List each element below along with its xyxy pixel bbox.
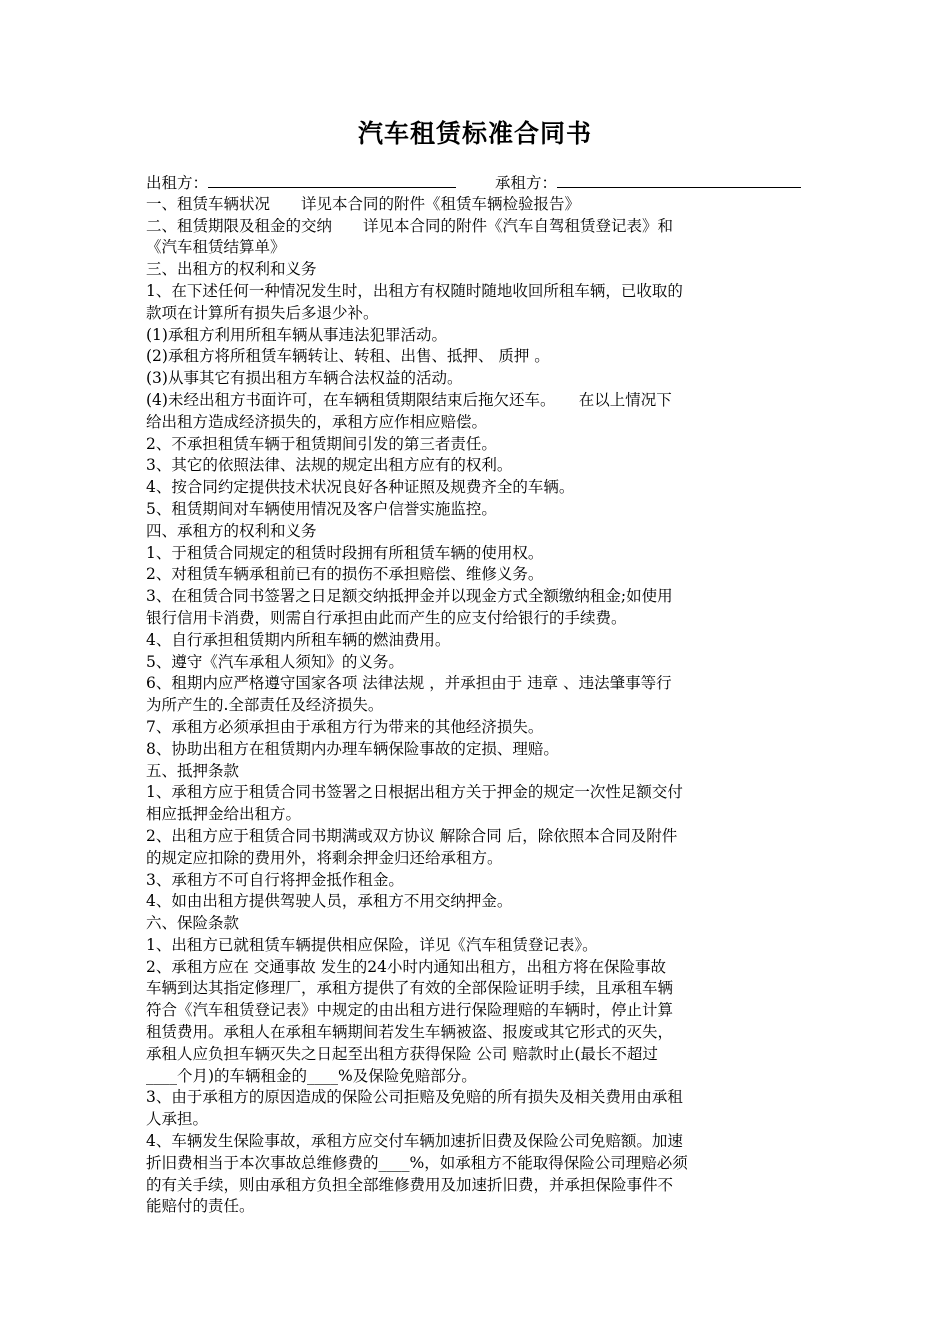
document-line: 五、抵押条款	[146, 761, 240, 780]
party-line	[146, 172, 811, 194]
document-line: 四、承租方的权利和义务	[146, 521, 317, 540]
document-line: 4、按合同约定提供技术状况良好各种证照及规费齐全的车辆。	[146, 478, 575, 497]
document-title: 汽车租赁标准合同书	[357, 119, 592, 148]
lessor-blank	[208, 172, 456, 188]
document-line: 符合《汽车租赁登记表》中规定的由出租方进行保险理赔的车辆时，停止计算	[146, 1001, 674, 1020]
document-line: 一、租赁车辆状况 详见本合同的附件《租赁车辆检验报告》	[146, 194, 581, 213]
document-line: (1)承租方利用所租车辆从事违法犯罪活动。	[146, 325, 447, 344]
document-line: 银行信用卡消费，则需自行承担由此而产生的应支付给银行的手续费。	[146, 608, 627, 627]
document-line: 三、出租方的权利和义务	[146, 260, 317, 279]
document-line: 6、租期内应严格遵守国家各项 法律法规 ，并承担由于 违章 、违法肇事等行	[146, 674, 672, 693]
document-line: 2、对租赁车辆承租前已有的损伤不承担赔偿、维修义务。	[146, 565, 544, 584]
document-line: 2、出租方应于租赁合同书期满或双方协议 解除合同 后，除依照本合同及附件	[146, 826, 678, 845]
document-line: (4)未经出租方书面许可，在车辆租赁期限结束后拖欠还车。 在以上情况下	[146, 390, 672, 409]
document-line: ____个月)的车辆租金的____%及保险免赔部分。	[146, 1066, 477, 1085]
document-line: 租赁费用。承租人在承租车辆期间若发生车辆被盗、报废或其它形式的灭失，	[146, 1023, 674, 1042]
document-line: (3)从事其它有损出租方车辆合法权益的活动。	[146, 369, 463, 388]
document-line: 车辆到达其指定修理厂，承租方提供了有效的全部保险证明手续，且承租车辆	[146, 979, 674, 998]
document-line: 人承担。	[146, 1110, 209, 1129]
document-line: 2、不承担租赁车辆于租赁期间引发的第三者责任。	[146, 434, 497, 453]
lessee-label: 承租方：	[495, 174, 558, 192]
document-line: 1、在下述任何一种情况发生时，出租方有权随时随地收回所租车辆，已收取的	[146, 281, 683, 300]
document-line: 3、在租赁合同书签署之日足额交纳抵押金并以现金方式全额缴纳租金;如使用	[146, 587, 673, 606]
document-line: 2、承租方应在 交通事故 发生的24小时内通知出租方，出租方将在保险事故	[146, 957, 666, 976]
document-line: 的规定应扣除的费用外，将剩余押金归还给承租方。	[146, 848, 503, 867]
document-line: 1、承租方应于租赁合同书签署之日根据出租方关于押金的规定一次性足额交付	[146, 783, 683, 802]
document-line: 5、遵守《汽车承租人须知》的义务。	[146, 652, 404, 671]
document-line: 相应抵押金给出租方。	[146, 805, 302, 824]
document-line: 1、于租赁合同规定的租赁时段拥有所租赁车辆的使用权。	[146, 543, 544, 562]
document-line: (2)承租方将所租赁车辆转让、转租、出售、抵押、 质押 。	[146, 347, 550, 366]
document-line: 折旧费相当于本次事故总维修费的____%，如承租方不能取得保险公司理赔必须	[146, 1153, 688, 1172]
document-line: 1、出租方已就租赁车辆提供相应保险，详见《汽车租赁登记表》。	[146, 935, 598, 954]
document-line: 款项在计算所有损失后多退少补。	[146, 303, 379, 322]
document-line: 3、由于承租方的原因造成的保险公司拒赔及免赔的所有损失及相关费用由承租	[146, 1088, 683, 1107]
document-line: 二、租赁期限及租金的交纳 详见本合同的附件《汽车自驾租赁登记表》和	[146, 216, 674, 235]
document-line: 7、承租方必须承担由于承租方行为带来的其他经济损失。	[146, 717, 544, 736]
document-line: 承租人应负担车辆灭失之日起至出租方获得保险 公司 赔款时止(最长不超过	[146, 1044, 658, 1063]
document-line: 4、自行承担租赁期内所租车辆的燃油费用。	[146, 630, 451, 649]
document-line: 3、承租方不可自行将押金抵作租金。	[146, 870, 404, 889]
document-line: 3、其它的依照法律、法规的规定出租方应有的权利。	[146, 456, 513, 475]
document-line: 的有关手续，则由承租方负担全部维修费用及加速折旧费，并承担保险事件不	[146, 1175, 674, 1194]
document-line: 8、协助出租方在租赁期内办理车辆保险事故的定损、理赔。	[146, 739, 559, 758]
document-line: 4、如由出租方提供驾驶人员，承租方不用交纳押金。	[146, 892, 513, 911]
lessee-blank	[557, 172, 801, 188]
lessor-label: 出租方：	[146, 174, 209, 192]
document-line: 5、租赁期间对车辆使用情况及客户信誉实施监控。	[146, 499, 497, 518]
document-line: 六、保险条款	[146, 914, 240, 933]
document-line: 能赔付的责任。	[146, 1197, 255, 1216]
document-line: 《汽车租赁结算单》	[146, 238, 286, 257]
document-line: 给出租方造成经济损失的，承租方应作相应赔偿。	[146, 412, 488, 431]
document-line: 为所产生的.全部责任及经济损失。	[146, 696, 384, 715]
document-line: 4、车辆发生保险事故，承租方应交付车辆加速折旧费及保险公司免赔额。加速	[146, 1132, 683, 1151]
document-body	[146, 172, 811, 1218]
